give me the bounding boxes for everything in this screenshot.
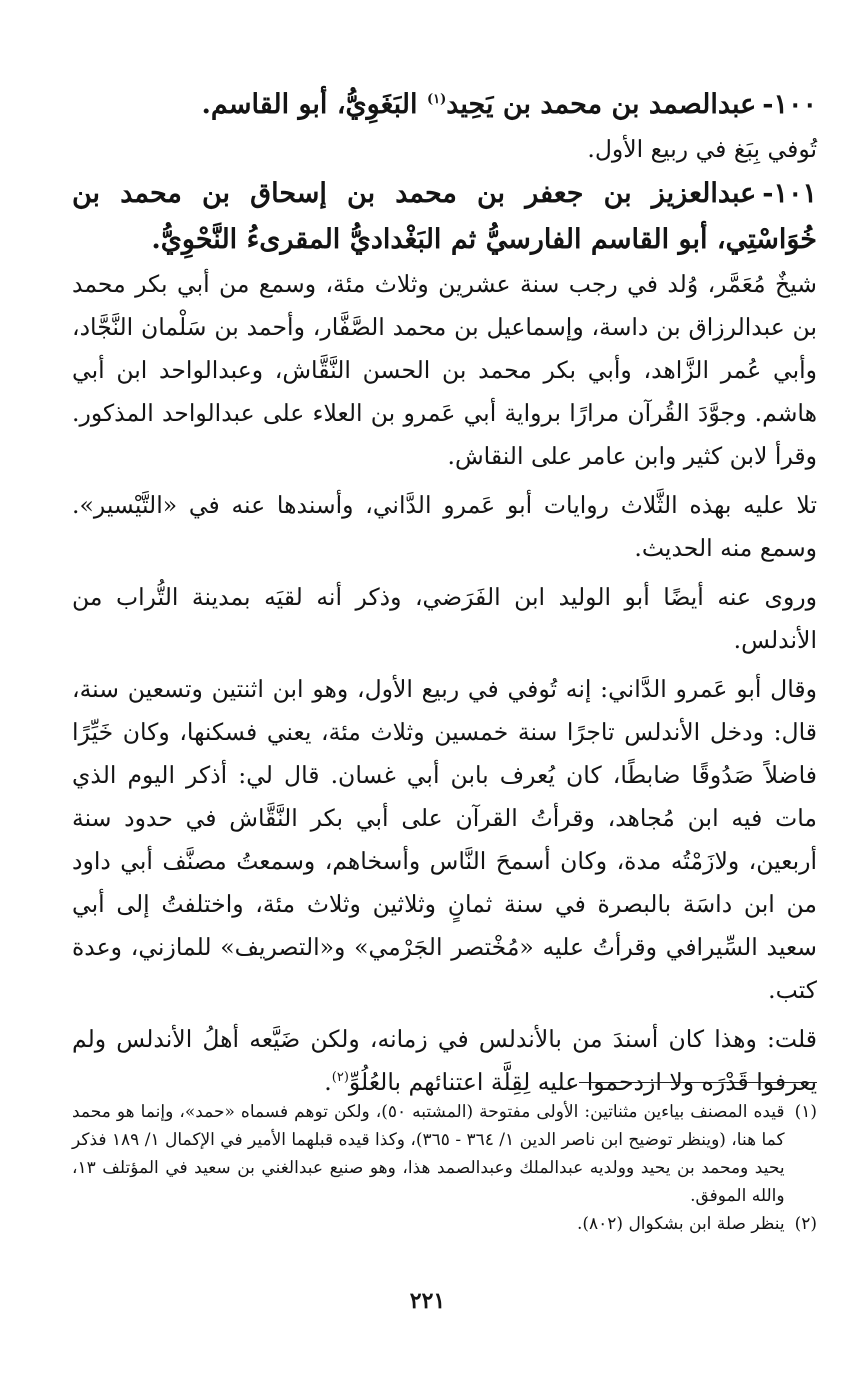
entry-title: عبدالعزيز بن جعفر بن محمد بن إسحاق بن محمد بن خُوَاسْتِي، أبو القاسم الفارسيُّ ثم البَغْداديُّ المقرىءُ النَّحْوِيُّ. xyxy=(72,178,817,255)
footnote-1 xyxy=(72,1098,817,1210)
entry-101-paragraph: وروى عنه أيضًا أبو الوليد ابن الفَرَضي، وذكر أنه لقيَه بمدينة التُّراب من الأندلس. xyxy=(72,583,817,654)
footnote-text: قيده المصنف بياءين مثناتين: الأولى مفتوحة (المشتبه ٥٠)، ولكن توهم فسماه «حمد»، وإنما هو محمد كما هنا، (وينظر توضيح ابن ناصر الدين ١/ ٣٦٤ - ٣٦٥)، وكذا قيده قبلهما الأمير في الإكمال ١/ ١٨٩ فذكر يحيد ومحمد بن يحيد وولديه عبدالملك وعبدالصمد هذا، وهو صنيع عبدالغني بن سعيد في المؤتلف ١٣، والله الموفق. xyxy=(71,1102,785,1206)
entry-number: ١٠٠- xyxy=(762,89,817,120)
entry-heading-100 xyxy=(72,82,817,128)
footnote-reference[interactable]: (١) xyxy=(426,92,447,107)
entry-101-paragraph: وقال أبو عَمرو الدَّاني: إنه تُوفي في ربيع الأول، وهو ابن اثنتين وتسعين سنة، قال: ودخل الأندلس تاجرًا سنة خمسين وثلاث مئة، يعني فسكنها، وكان خَيِّرًا فاضلاً صَدُوقًا ضابطًا، كان يُعرف بابن أبي غسان. قال لي: أذكر اليوم الذي مات فيه ابن مُجاهد، وقرأتُ القرآن على أبي بكر النَّقَّاش في حدود سنة أربعين، ولازَمْتُه مدة، وكان أسمحَ النَّاس وأسخاهم، وسمعتُ مصنَّف أبي داود من ابن داسَة بالبصرة في سنة ثمانٍ وثلاثين وثلاث مئة، واختلفتُ إلى أبي سعيد السِّيرافي وقرأتُ عليه «مُخْتصر الجَرْمي» و«التصريف» للمازني، وعدة كتب. xyxy=(72,675,817,1004)
entry-101-paragraph: تلا عليه بهذه الثَّلاث روايات أبو عَمرو الدَّاني، وأسندها عنه في «التَّيْسير». وسمع منه الحديث. xyxy=(72,491,817,562)
page-number: ٢٢١ xyxy=(409,1288,446,1314)
entry-100-paragraph: تُوفي بِبَغ في ربيع الأول. xyxy=(587,135,817,163)
footnote-text: ينظر صلة ابن بشكوال (٨٠٢). xyxy=(576,1214,785,1234)
footnotes xyxy=(72,1098,817,1238)
entry-heading-101 xyxy=(72,171,817,263)
footnote-reference[interactable]: (٢) xyxy=(331,1070,349,1086)
entry-title: عبدالصمد بن محمد بن يَحِيد xyxy=(446,89,757,120)
entry-101-closing-paragraph xyxy=(72,1018,817,1104)
entry-title-continued: البَغَوِيُّ، أبو القاسم. xyxy=(201,89,427,120)
footnote-divider xyxy=(579,1082,817,1083)
entry-number: ١٠١- xyxy=(762,178,817,209)
closing-text: قلت: وهذا كان أسندَ من بالأندلس في زمانه، ولكن ضَيَّعه أهلُ الأندلس ولم يعرفوا قَدْرَه ولا ازدحموا عليه لِقِلَّة اعتنائهم بالعُلُوِّ xyxy=(72,1025,817,1096)
footnote-mark: (٢) xyxy=(794,1214,817,1234)
footnote-2 xyxy=(72,1210,817,1238)
entry-101-paragraph: شيخٌ مُعَمَّر، وُلد في رجب سنة عشرين وثلاث مئة، وسمع من أبي بكر محمد بن عبدالرزاق بن داسة، وإسماعيل بن محمد الصَّفَّار، وأحمد بن سَلْمان النَّجَّاد، وأبي عُمر الزَّاهد، وأبي بكر محمد بن الحسن النَّقَّاش، وعبدالواحد ابن أبي هاشم. وجوَّدَ القُرآن مرارًا برواية أبي عَمرو بن العلاء على عبدالواحد المذكور. وقرأ لابن كثير وابن عامر على النقاش. xyxy=(72,270,817,470)
closing-end: . xyxy=(324,1068,332,1096)
footnote-mark: (١) xyxy=(794,1102,817,1122)
